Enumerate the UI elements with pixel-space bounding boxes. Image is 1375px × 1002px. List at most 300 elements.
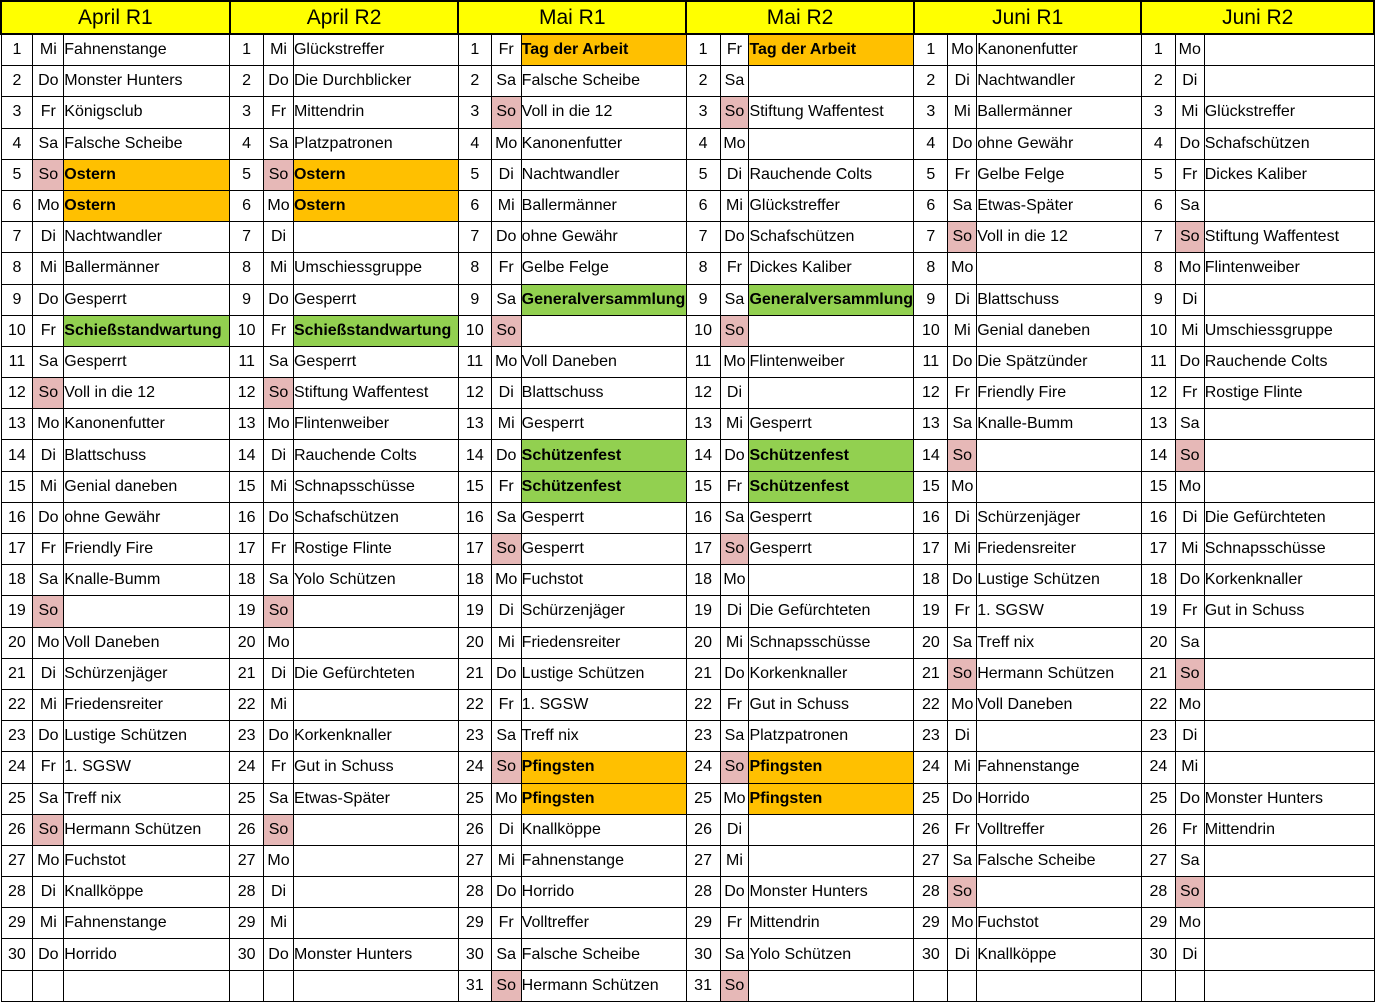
day-number: 22 xyxy=(458,689,491,720)
team-cell: Blattschuss xyxy=(521,378,686,409)
day-number: 18 xyxy=(230,565,264,596)
day-number: 18 xyxy=(914,565,948,596)
weekday-cell: Sa xyxy=(264,565,294,596)
team-cell: Korkenknaller xyxy=(1204,565,1374,596)
weekday-cell: Do xyxy=(264,284,294,315)
weekday-cell: Do xyxy=(720,658,749,689)
weekday-cell: Mo xyxy=(491,565,521,596)
weekday-cell: Di xyxy=(948,721,977,752)
weekday-cell: Do xyxy=(491,658,521,689)
team-cell: Ostern xyxy=(64,190,230,221)
weekday-cell: Fr xyxy=(948,596,977,627)
table-row xyxy=(1,565,1374,596)
team-cell: Horrido xyxy=(977,783,1142,814)
weekday-cell: Mi xyxy=(720,409,749,440)
weekday-cell: Di xyxy=(948,939,977,970)
day-number xyxy=(1141,970,1175,1001)
team-cell: Pfingsten xyxy=(749,783,914,814)
day-number: 18 xyxy=(1,565,33,596)
team-cell: Kanonenfutter xyxy=(521,128,686,159)
team-cell: Hermann Schützen xyxy=(977,658,1142,689)
team-cell: Nachtwandler xyxy=(977,66,1142,97)
day-number: 15 xyxy=(458,471,491,502)
team-cell: Knallköppe xyxy=(64,877,230,908)
team-cell xyxy=(293,845,458,876)
day-number: 9 xyxy=(686,284,720,315)
team-cell: Flintenweiber xyxy=(1204,253,1374,284)
weekday-cell: Mo xyxy=(491,783,521,814)
team-cell: Rauchende Colts xyxy=(749,159,914,190)
team-cell: Etwas-Später xyxy=(293,783,458,814)
team-cell: Tag der Arbeit xyxy=(521,34,686,66)
team-cell: ohne Gewähr xyxy=(977,128,1142,159)
weekday-cell: Fr xyxy=(491,34,521,66)
weekday-cell: Di xyxy=(491,159,521,190)
team-cell: Die Gefürchteten xyxy=(293,658,458,689)
weekday-cell: Fr xyxy=(1175,378,1204,409)
team-cell xyxy=(977,877,1142,908)
weekday-cell: Di xyxy=(1175,939,1204,970)
weekday-cell: Fr xyxy=(264,752,294,783)
table-row xyxy=(1,346,1374,377)
team-cell: Schafschützen xyxy=(293,502,458,533)
team-cell: Fahnenstange xyxy=(521,845,686,876)
team-cell: Voll in die 12 xyxy=(64,378,230,409)
day-number: 19 xyxy=(230,596,264,627)
weekday-cell: Di xyxy=(1175,66,1204,97)
day-number: 24 xyxy=(914,752,948,783)
day-number: 30 xyxy=(230,939,264,970)
day-number: 24 xyxy=(458,752,491,783)
day-number: 27 xyxy=(686,845,720,876)
day-number: 19 xyxy=(686,596,720,627)
table-row xyxy=(1,190,1374,221)
day-number: 15 xyxy=(914,471,948,502)
team-cell: Tag der Arbeit xyxy=(749,34,914,66)
day-number xyxy=(230,970,264,1001)
day-number: 4 xyxy=(686,128,720,159)
weekday-cell: Mi xyxy=(720,845,749,876)
day-number: 14 xyxy=(686,440,720,471)
team-cell xyxy=(1204,721,1374,752)
day-number: 19 xyxy=(1141,596,1175,627)
weekday-cell: Sa xyxy=(264,346,294,377)
team-cell: Glückstreffer xyxy=(1204,97,1374,128)
weekday-cell: Fr xyxy=(720,253,749,284)
weekday-cell: Di xyxy=(720,378,749,409)
team-cell: Stiftung Waffentest xyxy=(749,97,914,128)
team-cell: Volltreffer xyxy=(521,908,686,939)
team-cell xyxy=(1204,658,1374,689)
team-cell: Schürzenjäger xyxy=(521,596,686,627)
weekday-cell: Mi xyxy=(264,471,294,502)
weekday-cell: Mi xyxy=(491,409,521,440)
team-cell xyxy=(293,877,458,908)
weekday-cell: Fr xyxy=(1175,596,1204,627)
day-number: 17 xyxy=(458,534,491,565)
weekday-cell: Di xyxy=(948,502,977,533)
day-number: 12 xyxy=(1,378,33,409)
team-cell: Schützenfest xyxy=(749,471,914,502)
team-cell xyxy=(977,721,1142,752)
weekday-cell: So xyxy=(264,814,294,845)
day-number: 2 xyxy=(1141,66,1175,97)
weekday-cell: Do xyxy=(264,502,294,533)
team-cell: Voll in die 12 xyxy=(977,222,1142,253)
team-cell: Schürzenjäger xyxy=(977,502,1142,533)
weekday-cell: Sa xyxy=(720,502,749,533)
team-cell xyxy=(1204,627,1374,658)
day-number: 8 xyxy=(1141,253,1175,284)
team-cell: Königsclub xyxy=(64,97,230,128)
day-number: 23 xyxy=(1,721,33,752)
weekday-cell: Fr xyxy=(491,908,521,939)
team-cell xyxy=(293,689,458,720)
weekday-cell: Mi xyxy=(33,253,64,284)
team-cell: Flintenweiber xyxy=(293,409,458,440)
day-number: 6 xyxy=(1141,190,1175,221)
weekday-cell: Fr xyxy=(264,315,294,346)
day-number: 20 xyxy=(914,627,948,658)
month-header: Juni R2 xyxy=(1141,1,1374,34)
weekday-cell: So xyxy=(33,596,64,627)
team-cell xyxy=(1204,440,1374,471)
weekday-cell: Mi xyxy=(264,253,294,284)
weekday-cell: Mo xyxy=(264,627,294,658)
team-cell: 1. SGSW xyxy=(64,752,230,783)
team-cell: 1. SGSW xyxy=(977,596,1142,627)
weekday-cell: Mi xyxy=(1175,97,1204,128)
day-number: 16 xyxy=(686,502,720,533)
table-row xyxy=(1,471,1374,502)
weekday-cell: Do xyxy=(33,66,64,97)
day-number: 6 xyxy=(230,190,264,221)
team-cell: Schießstandwartung xyxy=(64,315,230,346)
team-cell: Friendly Fire xyxy=(977,378,1142,409)
team-cell xyxy=(293,596,458,627)
weekday-cell: Sa xyxy=(1175,190,1204,221)
day-number: 4 xyxy=(1,128,33,159)
team-cell: Yolo Schützen xyxy=(749,939,914,970)
team-cell xyxy=(293,222,458,253)
weekday-cell: Di xyxy=(491,378,521,409)
weekday-cell: Fr xyxy=(491,471,521,502)
day-number: 9 xyxy=(1,284,33,315)
day-number: 11 xyxy=(914,346,948,377)
day-number: 21 xyxy=(1141,658,1175,689)
team-cell: Ballermänner xyxy=(977,97,1142,128)
team-cell: Platzpatronen xyxy=(293,128,458,159)
day-number: 7 xyxy=(230,222,264,253)
team-cell xyxy=(749,66,914,97)
table-row xyxy=(1,534,1374,565)
day-number: 25 xyxy=(458,783,491,814)
weekday-cell: Sa xyxy=(720,66,749,97)
team-cell xyxy=(521,315,686,346)
day-number: 3 xyxy=(230,97,264,128)
team-cell: Gesperrt xyxy=(521,534,686,565)
day-number: 13 xyxy=(1,409,33,440)
weekday-cell: Mi xyxy=(491,627,521,658)
weekday-cell: Do xyxy=(1175,565,1204,596)
team-cell: Schnapsschüsse xyxy=(1204,534,1374,565)
team-cell: Friedensreiter xyxy=(64,689,230,720)
team-cell xyxy=(1204,409,1374,440)
team-cell: Falsche Scheibe xyxy=(521,66,686,97)
team-cell: Stiftung Waffentest xyxy=(293,378,458,409)
weekday-cell: Do xyxy=(491,877,521,908)
team-cell: Pfingsten xyxy=(749,752,914,783)
team-cell: Schützenfest xyxy=(749,440,914,471)
day-number: 1 xyxy=(1,34,33,66)
weekday-cell: Do xyxy=(948,128,977,159)
weekday-cell: Mi xyxy=(33,471,64,502)
weekday-cell: So xyxy=(720,315,749,346)
weekday-cell: Do xyxy=(720,440,749,471)
team-cell: Stiftung Waffentest xyxy=(1204,222,1374,253)
day-number: 18 xyxy=(1141,565,1175,596)
day-number: 23 xyxy=(230,721,264,752)
weekday-cell: Di xyxy=(264,440,294,471)
weekday-cell: Mo xyxy=(1175,253,1204,284)
team-cell xyxy=(977,440,1142,471)
weekday-cell: Fr xyxy=(33,534,64,565)
team-cell: Mittendrin xyxy=(1204,814,1374,845)
weekday-cell: Mi xyxy=(720,190,749,221)
day-number: 22 xyxy=(1,689,33,720)
day-number: 28 xyxy=(230,877,264,908)
weekday-cell: Mi xyxy=(264,34,294,66)
team-cell: ohne Gewähr xyxy=(521,222,686,253)
team-cell: Gesperrt xyxy=(749,502,914,533)
day-number: 31 xyxy=(686,970,720,1001)
day-number: 11 xyxy=(1,346,33,377)
table-row xyxy=(1,970,1374,1001)
weekday-cell: Do xyxy=(720,877,749,908)
weekday-cell: So xyxy=(491,970,521,1001)
weekday-cell: So xyxy=(33,378,64,409)
weekday-cell: Mo xyxy=(1175,689,1204,720)
weekday-cell: Mi xyxy=(491,845,521,876)
day-number: 24 xyxy=(1141,752,1175,783)
team-cell: Friedensreiter xyxy=(977,534,1142,565)
day-number: 4 xyxy=(1141,128,1175,159)
weekday-cell: So xyxy=(948,440,977,471)
day-number: 29 xyxy=(1,908,33,939)
weekday-cell: Do xyxy=(720,222,749,253)
weekday-cell: Di xyxy=(33,658,64,689)
day-number: 29 xyxy=(230,908,264,939)
team-cell: Nachtwandler xyxy=(521,159,686,190)
weekday-cell: Fr xyxy=(720,689,749,720)
weekday-cell: Mo xyxy=(948,253,977,284)
team-cell: Gelbe Felge xyxy=(521,253,686,284)
day-number: 1 xyxy=(914,34,948,66)
team-cell: Rostige Flinte xyxy=(1204,378,1374,409)
weekday-cell: Do xyxy=(948,783,977,814)
day-number: 29 xyxy=(458,908,491,939)
weekday-cell: Mi xyxy=(264,908,294,939)
day-number: 6 xyxy=(914,190,948,221)
weekday-cell: Mo xyxy=(33,627,64,658)
weekday-cell: Di xyxy=(1175,502,1204,533)
team-cell xyxy=(749,970,914,1001)
day-number xyxy=(914,970,948,1001)
day-number: 5 xyxy=(230,159,264,190)
day-number: 22 xyxy=(686,689,720,720)
weekday-cell: Fr xyxy=(948,814,977,845)
day-number: 3 xyxy=(1141,97,1175,128)
day-number: 30 xyxy=(1141,939,1175,970)
day-number: 30 xyxy=(686,939,720,970)
team-cell: Gut in Schuss xyxy=(749,689,914,720)
day-number: 15 xyxy=(230,471,264,502)
day-number: 30 xyxy=(914,939,948,970)
team-cell: Schützenfest xyxy=(521,471,686,502)
team-cell: Gesperrt xyxy=(64,284,230,315)
day-number: 26 xyxy=(1,814,33,845)
day-number: 19 xyxy=(458,596,491,627)
weekday-cell: Mo xyxy=(264,845,294,876)
day-number: 29 xyxy=(686,908,720,939)
team-cell xyxy=(64,596,230,627)
day-number: 13 xyxy=(686,409,720,440)
team-cell: Gesperrt xyxy=(293,346,458,377)
day-number: 13 xyxy=(458,409,491,440)
team-cell: Voll Daneben xyxy=(977,689,1142,720)
weekday-cell: Mo xyxy=(1175,471,1204,502)
day-number: 1 xyxy=(458,34,491,66)
day-number: 10 xyxy=(1141,315,1175,346)
weekday-cell: Mo xyxy=(33,845,64,876)
weekday-cell: Mi xyxy=(264,689,294,720)
weekday-cell: Mo xyxy=(948,908,977,939)
table-row xyxy=(1,253,1374,284)
day-number: 8 xyxy=(458,253,491,284)
day-number: 28 xyxy=(1,877,33,908)
team-cell xyxy=(293,627,458,658)
day-number: 26 xyxy=(914,814,948,845)
month-header: Mai R1 xyxy=(458,1,686,34)
weekday-cell: Di xyxy=(491,596,521,627)
day-number: 16 xyxy=(1141,502,1175,533)
team-cell xyxy=(1204,689,1374,720)
team-cell xyxy=(977,471,1142,502)
weekday-cell: Di xyxy=(720,814,749,845)
day-number: 26 xyxy=(230,814,264,845)
day-number: 14 xyxy=(230,440,264,471)
team-cell: Platzpatronen xyxy=(749,721,914,752)
table-row xyxy=(1,409,1374,440)
weekday-cell: Do xyxy=(264,939,294,970)
weekday-cell: So xyxy=(948,877,977,908)
weekday-cell: Fr xyxy=(720,471,749,502)
day-number: 19 xyxy=(1,596,33,627)
day-number: 4 xyxy=(914,128,948,159)
day-number: 10 xyxy=(230,315,264,346)
weekday-cell: Do xyxy=(264,721,294,752)
team-cell: Etwas-Später xyxy=(977,190,1142,221)
table-row xyxy=(1,596,1374,627)
weekday-cell: So xyxy=(264,378,294,409)
day-number: 14 xyxy=(458,440,491,471)
team-cell xyxy=(749,845,914,876)
day-number: 12 xyxy=(1141,378,1175,409)
day-number: 2 xyxy=(458,66,491,97)
team-cell: Volltreffer xyxy=(977,814,1142,845)
day-number: 7 xyxy=(686,222,720,253)
team-cell: Umschiessgruppe xyxy=(1204,315,1374,346)
day-number: 6 xyxy=(1,190,33,221)
team-cell xyxy=(1204,66,1374,97)
weekday-cell: Do xyxy=(1175,128,1204,159)
weekday-cell: Mo xyxy=(720,346,749,377)
day-number: 26 xyxy=(686,814,720,845)
day-number: 10 xyxy=(686,315,720,346)
team-cell: Ostern xyxy=(293,190,458,221)
table-row xyxy=(1,159,1374,190)
day-number: 27 xyxy=(914,845,948,876)
team-cell: Monster Hunters xyxy=(1204,783,1374,814)
day-number: 9 xyxy=(230,284,264,315)
day-number: 29 xyxy=(914,908,948,939)
weekday-cell: Sa xyxy=(720,939,749,970)
team-cell: Schafschützen xyxy=(749,222,914,253)
team-cell: Friendly Fire xyxy=(64,534,230,565)
weekday-cell: Do xyxy=(264,66,294,97)
weekday-cell: Sa xyxy=(33,783,64,814)
team-cell: Horrido xyxy=(521,877,686,908)
team-cell: Gesperrt xyxy=(521,409,686,440)
team-cell: Lustige Schützen xyxy=(521,658,686,689)
day-number: 2 xyxy=(230,66,264,97)
day-number: 14 xyxy=(1141,440,1175,471)
team-cell: Ostern xyxy=(64,159,230,190)
table-row xyxy=(1,66,1374,97)
team-cell: Yolo Schützen xyxy=(293,565,458,596)
day-number: 11 xyxy=(458,346,491,377)
weekday-cell: Fr xyxy=(264,534,294,565)
weekday-cell: Sa xyxy=(720,721,749,752)
weekday-cell: Mi xyxy=(33,908,64,939)
day-number: 20 xyxy=(458,627,491,658)
day-number: 15 xyxy=(686,471,720,502)
weekday-cell: Di xyxy=(948,66,977,97)
team-cell: Genial daneben xyxy=(977,315,1142,346)
day-number: 9 xyxy=(458,284,491,315)
team-cell: Blattschuss xyxy=(977,284,1142,315)
team-cell xyxy=(293,814,458,845)
day-number: 27 xyxy=(1,845,33,876)
team-cell: Friedensreiter xyxy=(521,627,686,658)
team-cell: Genial daneben xyxy=(64,471,230,502)
weekday-cell: Mi xyxy=(1175,315,1204,346)
day-number: 10 xyxy=(914,315,948,346)
weekday-cell: Sa xyxy=(1175,627,1204,658)
day-number: 8 xyxy=(1,253,33,284)
table-row xyxy=(1,877,1374,908)
team-cell: Falsche Scheibe xyxy=(521,939,686,970)
weekday-cell: Do xyxy=(33,284,64,315)
day-number: 26 xyxy=(1141,814,1175,845)
table-row xyxy=(1,752,1374,783)
day-number: 15 xyxy=(1141,471,1175,502)
team-cell: Mittendrin xyxy=(293,97,458,128)
day-number: 22 xyxy=(1141,689,1175,720)
weekday-cell: So xyxy=(1175,440,1204,471)
weekday-cell: Fr xyxy=(33,97,64,128)
team-cell: Kanonenfutter xyxy=(64,409,230,440)
